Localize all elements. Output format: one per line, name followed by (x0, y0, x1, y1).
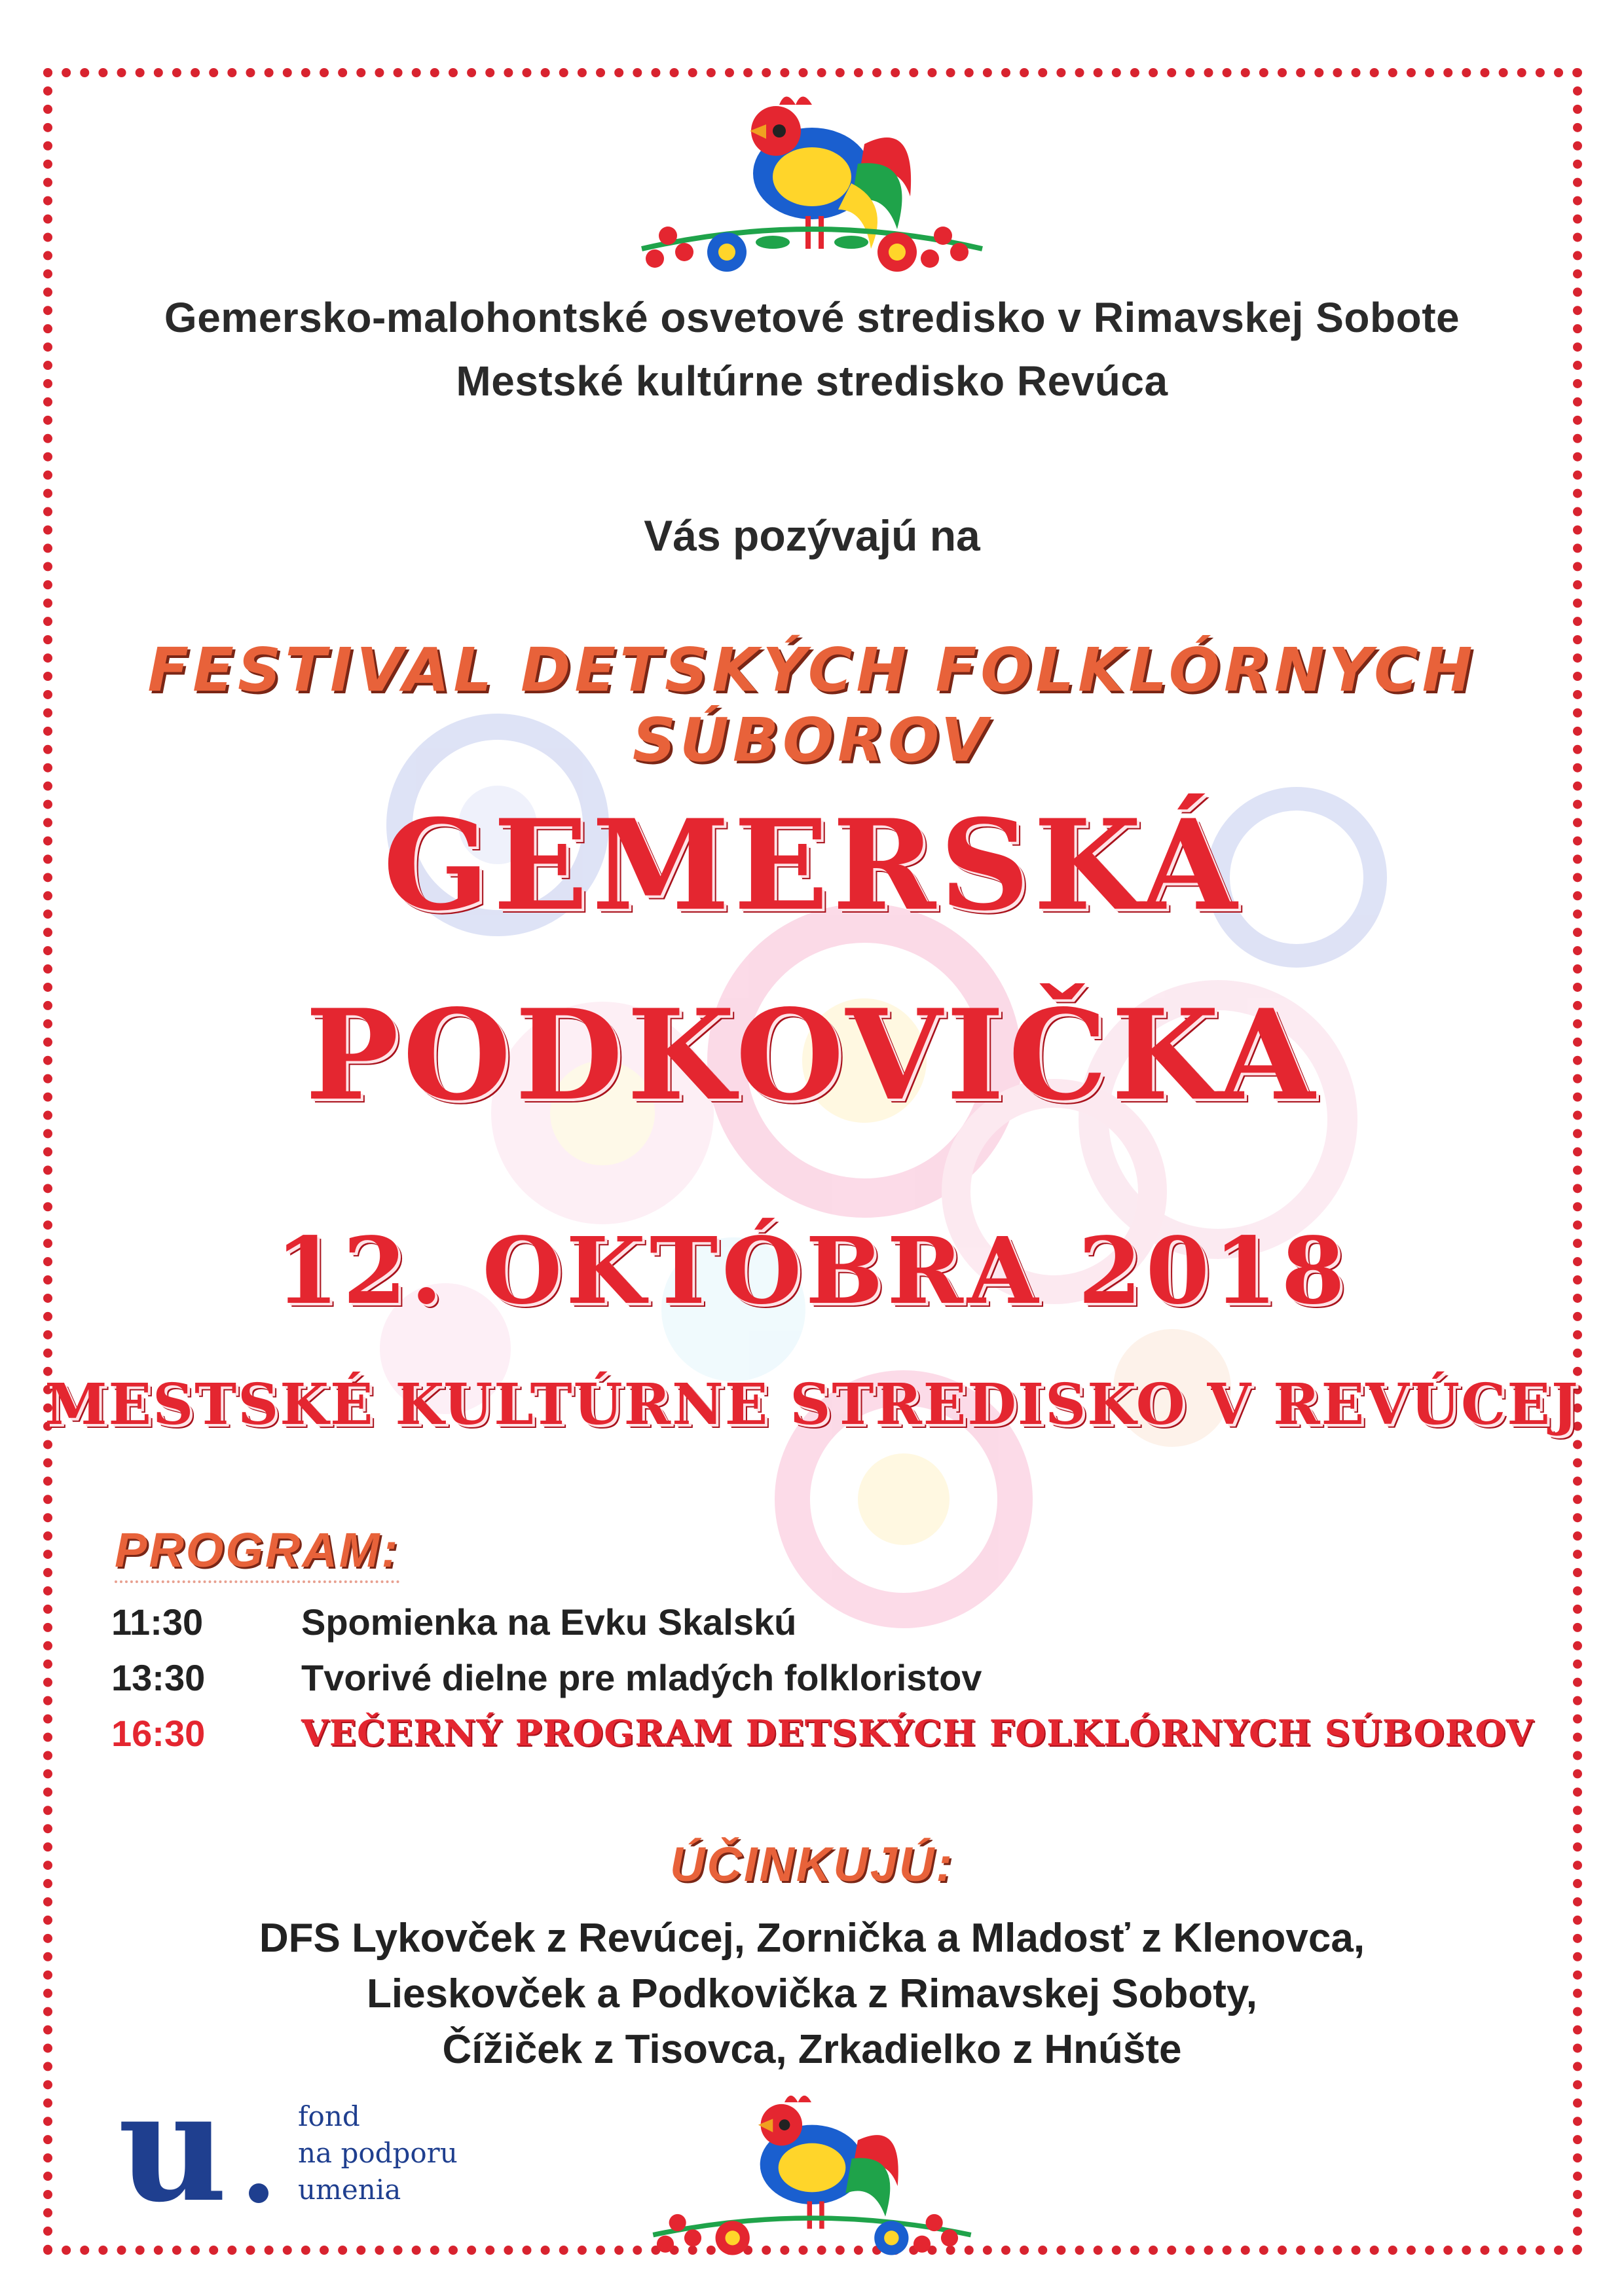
event-date: 12. OKTÓBRA 2018 (275, 1218, 1349, 1325)
logo-line-1: fond (298, 2100, 360, 2132)
performers-line-3: Čížiček z Tisovca, Zrkadielko z Hnúšte (442, 2027, 1182, 2072)
logo-line-2: na podporu (298, 2137, 458, 2169)
invite-text: Vás pozývajú na (644, 511, 980, 560)
program-time: 11:30 (111, 1601, 204, 1643)
performers-line-2: Lieskovček a Podkovička z Rimavskej Soboty, (366, 1971, 1258, 2016)
program-text: VEČERNÝ PROGRAM DETSKÝCH FOLKLÓRNYCH SÚBOROV (301, 1712, 1534, 1754)
event-title-line-1: GEMERSKÁ (382, 792, 1242, 938)
organizer-line-2: Mestské kultúrne stredisko Revúca (456, 357, 1168, 405)
logo-letter: u (118, 2059, 228, 2236)
program-text: Tvorivé dielne pre mladých folkloristov (301, 1657, 982, 1698)
organizer-line-1: Gemersko-malohontské osvetové stredisko v Rimavskej Sobote (164, 294, 1460, 341)
program-heading: PROGRAM: (115, 1522, 399, 1583)
festival-subtitle: FESTIVAL DETSKÝCH FOLKLÓRNYCH SÚBOROV (147, 635, 1477, 775)
logo-dot (249, 2183, 268, 2203)
logo-line-3: umenia (298, 2174, 401, 2206)
program-time: 13:30 (111, 1657, 206, 1698)
rooster-ornament-icon (616, 85, 1008, 282)
program-text: Spomienka na Evku Skalskú (301, 1601, 797, 1643)
fund-logo (118, 2059, 511, 2236)
rooster-ornament-icon (629, 2082, 995, 2272)
performers-heading: ÚČINKUJÚ: (670, 1837, 954, 1891)
event-title-line-2: PODKOVIČKA (305, 982, 1319, 1128)
event-venue: MESTSKÉ KULTÚRNE STREDISKO V REVÚCEJ (45, 1372, 1579, 1438)
logo-text (298, 2098, 458, 2208)
program-time: 16:30 (111, 1713, 206, 1754)
performers-line-1: DFS Lykovček z Revúcej, Zornička a Mladosť z Klenovca, (259, 1916, 1365, 1961)
